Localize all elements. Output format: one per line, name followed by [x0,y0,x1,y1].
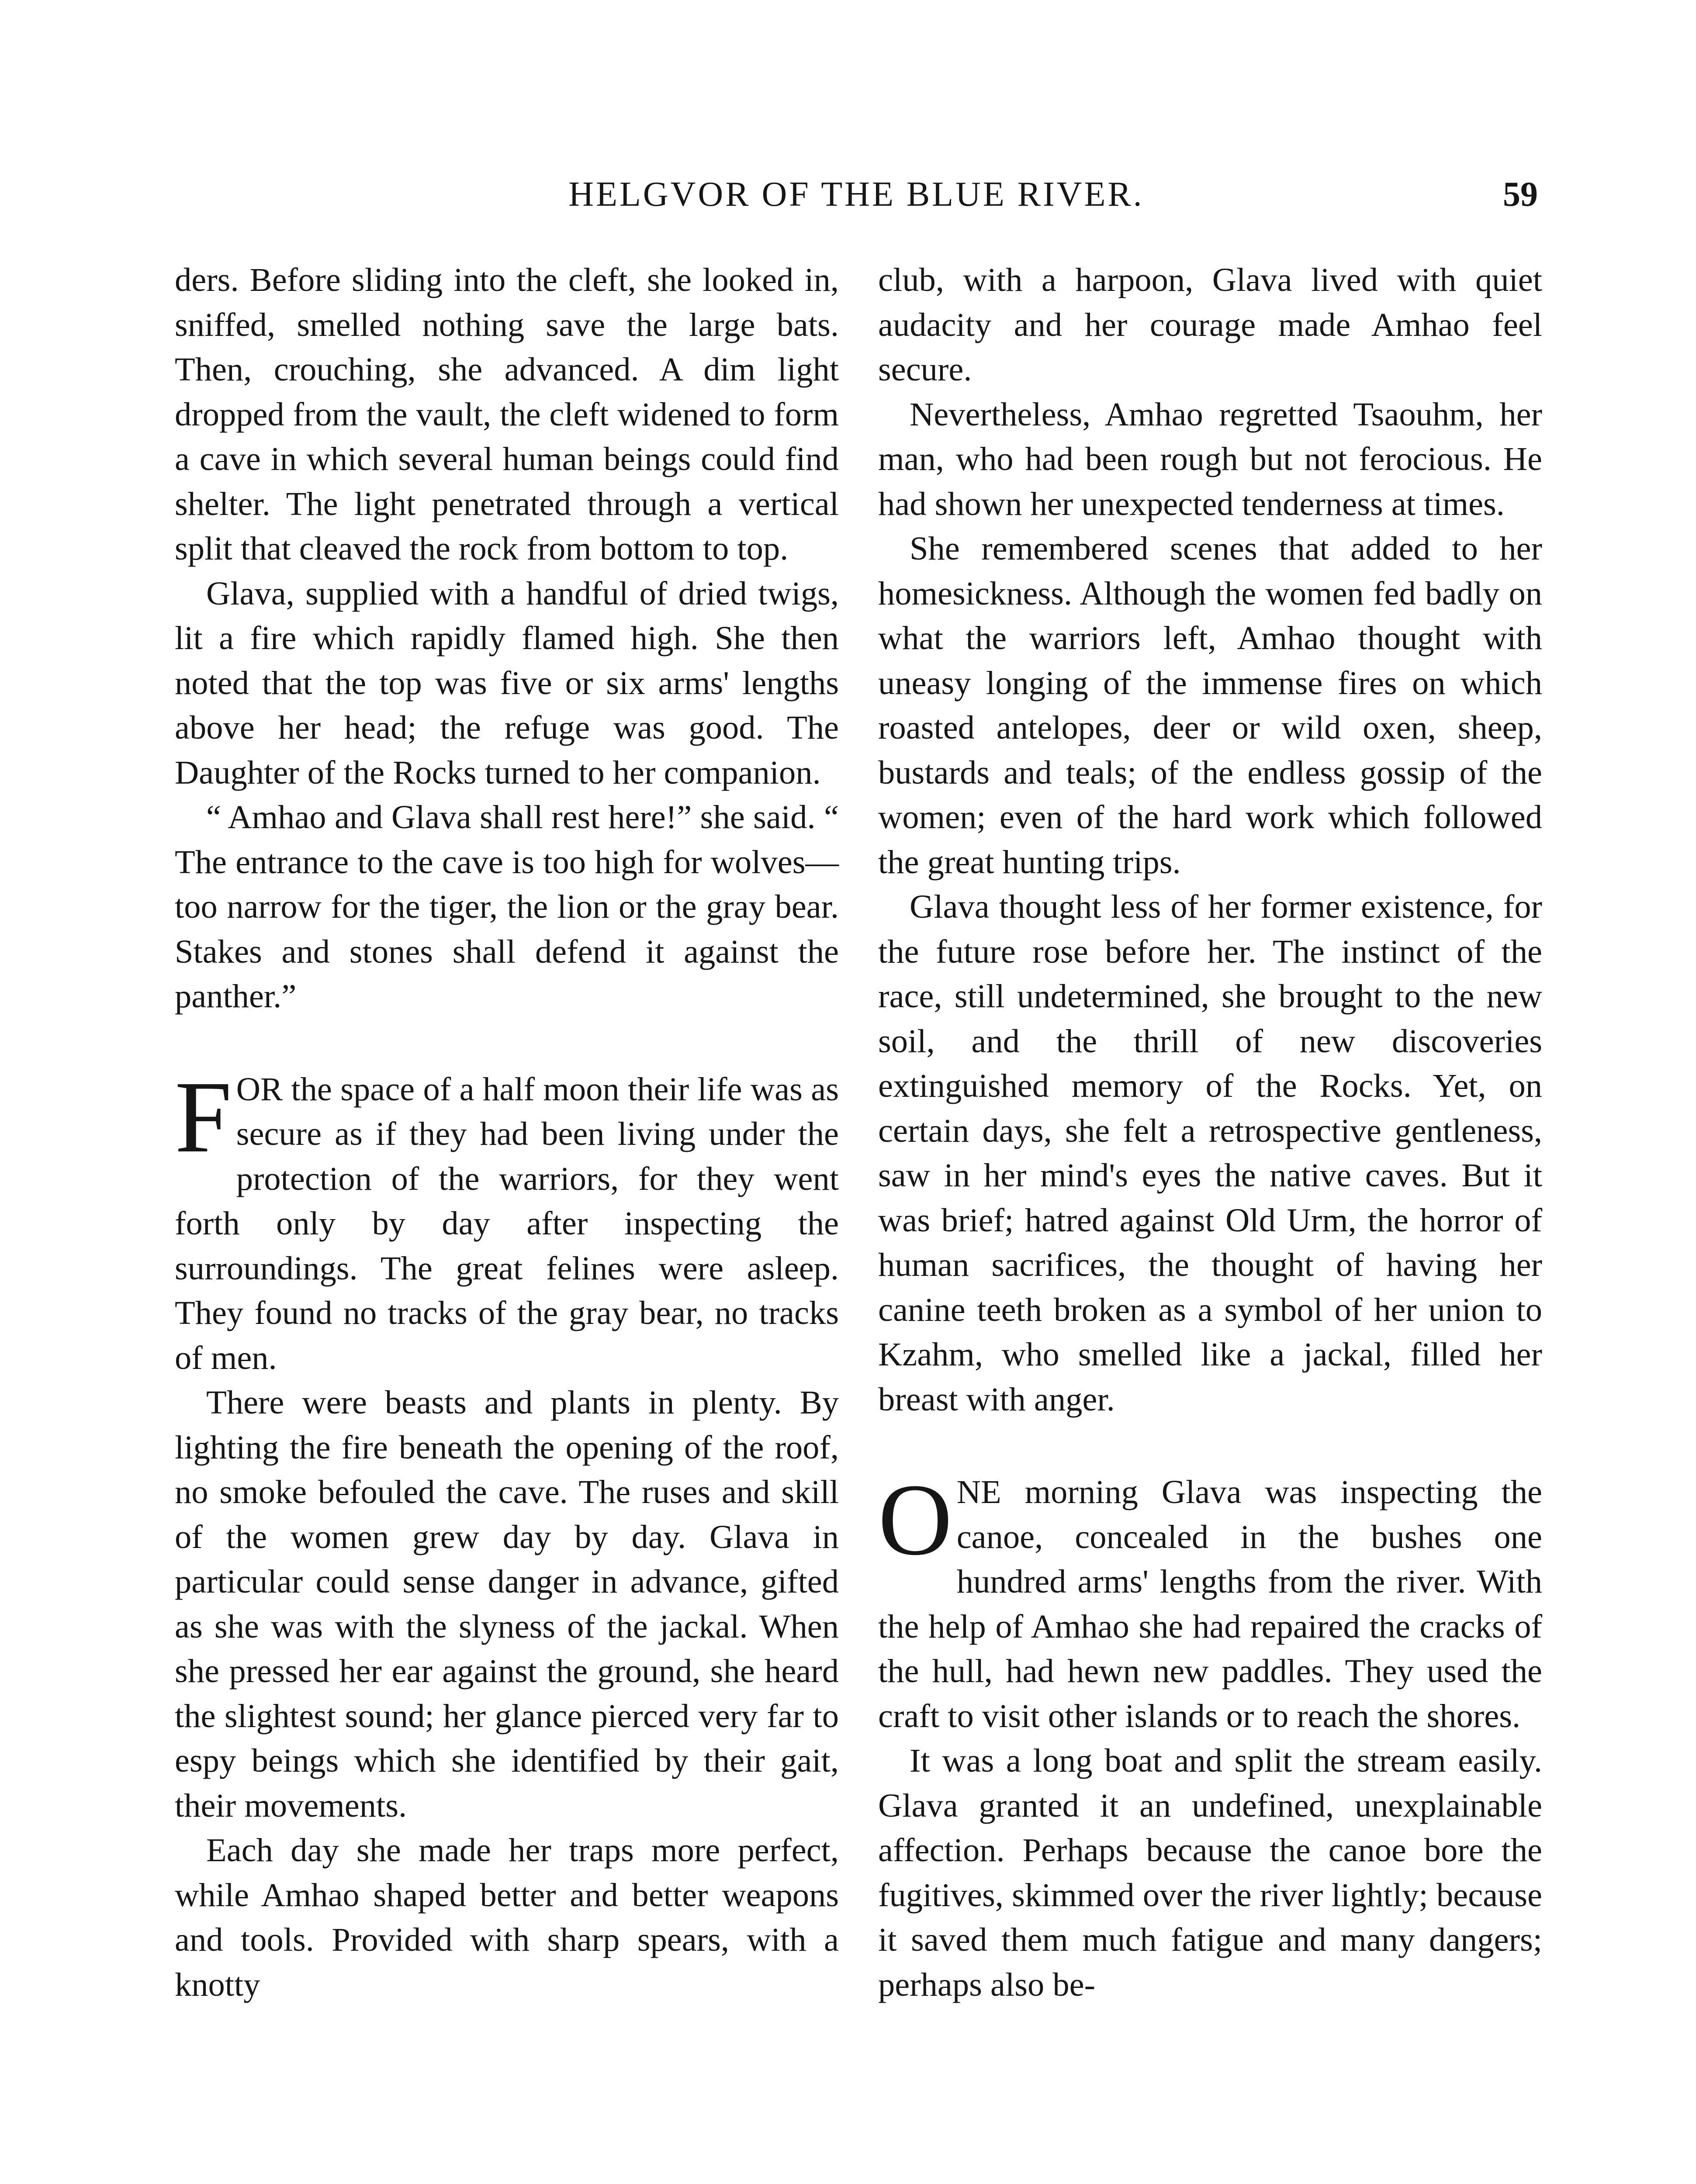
paragraph: Each day she made her traps more perfect, while Amhao shaped better and better weapons and tools. Provided with sharp spears, with a knotty [175,1832,839,2003]
right-column [878,258,1542,2007]
section-opening [175,1060,839,1381]
running-title: HELGVOR OF THE BLUE RIVER. [568,175,1144,214]
paragraph: club, with a harpoon, Glava lived with quiet audacity and her courage made Amhao feel secure. [878,261,1542,388]
paragraph: There were beasts and plants in plenty. By lighting the fire beneath the opening of the roof, no smoke befouled the cave. The ruses and skill of the women grew day by day. Glava in particular could sense danger in advance, gifted as she was with the slyness of the jackal. When she pressed her ear against the ground, she heard the slightest sound; her glance pierced very far to espy beings which she identified by their gait, their movements. [175,1384,839,1824]
paragraph [878,1463,1542,1738]
drop-cap: O [878,1463,952,1576]
left-column [175,258,839,2007]
page-number: 59 [1503,175,1538,214]
paragraph-text: morning Glava was inspecting the canoe, concealed in the bushes one hundred arms' lengths from the river. With the help of Amhao she had repaired the cracks of the hull, had hewn new paddles. They used the craft to visit other islands or to reach the shores. [878,1473,1542,1735]
small-caps-lead: OR [236,1070,283,1108]
section-break [878,1422,1542,1470]
paragraph [175,1060,839,1381]
paragraph: She remembered scenes that added to her homesickness. Although the women fed badly on what the warriors left, Amhao thought with uneasy longing of the immense fires on which roasted antelopes, deer or wild oxen, sheep, bustards and teals; of the endless gossip of the women; even of the hard work which followed the great hunting trips. [878,530,1542,881]
paragraph: ders. Before sliding into the cleft, she looked in, sniffed, smelled nothing save the large bats. Then, crouching, she advanced. A dim light dropped from the vault, the cleft widened to form a cave in which several human beings could find shelter. The light penetrated through a vertical split that cleaved the rock from bottom to top. [175,261,839,567]
section-opening [878,1463,1542,1738]
drop-cap: F [175,1060,232,1174]
paragraph: Glava, supplied with a handful of dried twigs, lit a fire which rapidly flamed high. She then noted that the top was five or six arms' lengths above her head; the refuge was good. The Daughter of the Rocks turned to her companion. [175,574,839,791]
paragraph: It was a long boat and split the stream easily. Glava granted it an undefined, unexplainable affection. Perhaps because the canoe bore the fugitives, skimmed over the river lightly; because it saved them much fatigue and many dangers; perhaps also be- [878,1742,1542,2003]
paragraph: Glava thought less of her former existence, for the future rose before her. The instinct of the race, still undetermined, she brought to the new soil, and the thrill of new discoveries extinguished memory of the Rocks. Yet, on certain days, she felt a retrospective gentleness, saw in her mind's eyes the native caves. But it was brief; hatred against Old Urm, the horror of human sacrifices, the thought of having her canine teeth broken as a symbol of her union to Kzahm, who smelled like a jackal, filled her breast with anger. [878,888,1542,1418]
page-header [175,166,1538,223]
paragraph: Nevertheless, Amhao regretted Tsaouhm, her man, who had been rough but not ferocious. He had shown her unexpected tenderness at times. [878,395,1542,522]
paragraph-text: the space of a half moon their life was as secure as if they had been living under the protection of the warriors, for they went forth only by day after inspecting the surroundings. The great felines were asleep. They found no tracks of the gray bear, no tracks of men. [175,1070,839,1376]
section-break [175,1019,839,1067]
paragraph: “ Amhao and Glava shall rest here!” she said. “ The entrance to the cave is too high for wolves—too narrow for the tiger, the lion or the gray bear. Stakes and stones shall defend it against the panther.” [175,798,839,1015]
small-caps-lead: NE [956,1473,1001,1510]
